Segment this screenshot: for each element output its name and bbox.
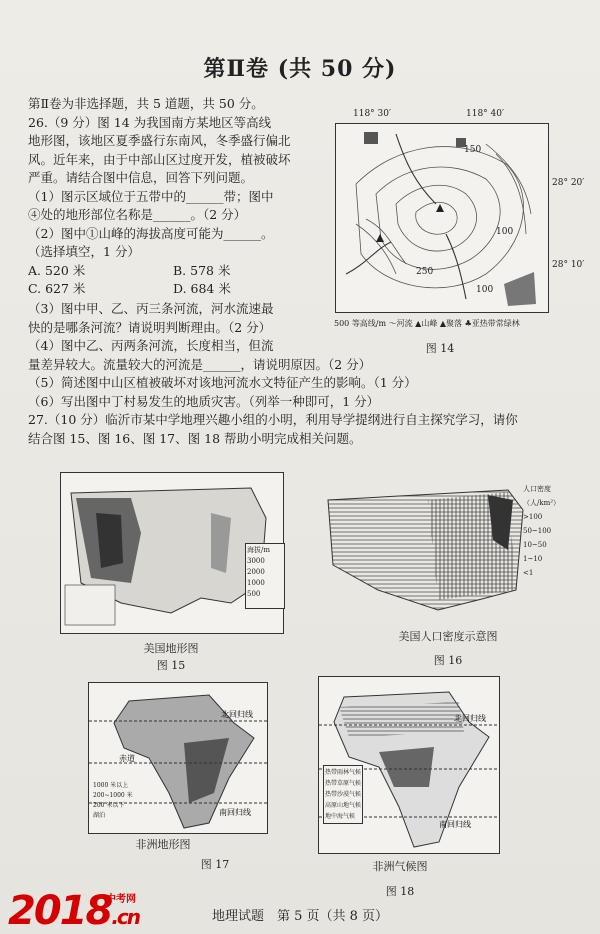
- q27-line: 结合图 15、图 16、图 17、图 18 帮助小明完成相关问题。: [28, 430, 362, 446]
- option-a: A. 520 米: [28, 262, 86, 278]
- figure-15-us-terrain-map: [60, 472, 284, 634]
- q26-line: （4）图中乙、丙两条河流，长度相当，但流: [28, 338, 274, 353]
- question-26: [28, 95, 333, 299]
- figure-14-caption: 图 14: [425, 342, 455, 355]
- q26-line: 严重。请结合图中信息，回答下列问题。: [28, 170, 254, 185]
- latitude-label: 28° 20′: [552, 178, 585, 188]
- contour-label: 250: [416, 267, 434, 277]
- tropic-cancer-label: 北回归线: [221, 710, 253, 719]
- longitude-label: 118° 30′: [353, 109, 392, 119]
- q26-options: [28, 262, 333, 299]
- q26-line: （选择填空，1 分）: [28, 244, 140, 259]
- figure-15-name: 美国地形图: [143, 642, 199, 655]
- contour-label: 150: [464, 145, 482, 155]
- page-footer: 地理试题 第 5 页（共 8 页）: [211, 909, 389, 924]
- africa-terrain-legend: 1000 米以上 200~1000 米 200 米以下 湖泊: [93, 782, 133, 819]
- site-watermark-logo: 2018.cn 中考网: [8, 888, 140, 934]
- option-d: D. 684 米: [173, 281, 231, 296]
- equator-label: 赤道: [119, 754, 135, 763]
- figure-16-caption: 图 16: [433, 654, 463, 667]
- figure-17-name: 非洲地形图: [135, 838, 191, 851]
- q26-line: 风。近年来，由于中部山区过度开发，植被破坏: [28, 151, 291, 167]
- tropic-capricorn-label: 南回归线: [219, 808, 251, 817]
- terrain-legend: 海拔/m 3000 2000 1000 500: [245, 543, 285, 609]
- mountain-peak-icon: [436, 204, 444, 212]
- climate-legend: 热带雨林气候 热带草原气候 热带沙漠气候 高原山地气候 地中海气候: [323, 765, 363, 824]
- q26-line: （5）简述图中山区植被破坏对该地河流水文特征产生的影响。（1 分）: [28, 375, 417, 390]
- q26-line: （1）图示区域位于五带中的______带；图中: [28, 188, 274, 204]
- contour-label: 100: [496, 227, 514, 237]
- figure-14-legend: 500 等高线/m ～河流 ▲山峰 ▲聚落 ♣亚热带常绿林: [334, 319, 520, 328]
- figure-16-name: 美国人口密度示意图: [398, 630, 498, 643]
- mountain-peak-icon: [376, 234, 384, 242]
- figure-15-caption: 图 15: [156, 659, 186, 672]
- q26-line: （2）图中①山峰的海拔高度可能为______。: [28, 225, 274, 241]
- figure-16-us-population-map: [318, 470, 578, 618]
- option-c: C. 627 米: [28, 281, 86, 296]
- questions-lower: [28, 300, 588, 448]
- q27-line: 27.（10 分）临沂市某中学地理兴趣小组的小明，利用导学提纲进行自主探究学习，请你: [28, 412, 518, 427]
- population-legend: 人口密度（人/km²） >100 50~100 10~50 1~10 <1: [523, 485, 561, 577]
- q26-line: 快的是哪条河流？请说明判断理由。（2 分）: [28, 319, 272, 335]
- latitude-label: 28° 10′: [552, 260, 585, 270]
- tropic-capricorn-label: 南回归线: [439, 820, 471, 829]
- figure-18-africa-climate-map: [318, 676, 500, 854]
- section-intro: 第Ⅱ卷为非选择题，共 5 道题，共 50 分。: [28, 96, 264, 111]
- q26-line: （3）图中甲、乙、丙三条河流，河水流速最: [28, 301, 274, 316]
- option-b: B. 578 米: [173, 262, 231, 278]
- contour-map-graphic: [336, 124, 548, 312]
- longitude-label: 118° 40′: [466, 109, 505, 119]
- q26-line: （6）写出图中丁村易发生的地质灾害。（列举一种即可，1 分）: [28, 393, 380, 409]
- figure-14-contour-map: [335, 123, 549, 313]
- contour-label: 100: [476, 285, 494, 295]
- settlement-icon: [364, 132, 378, 144]
- figure-18-name: 非洲气候图: [372, 860, 428, 873]
- section-title: 第Ⅱ卷 (共 50 分): [203, 56, 397, 82]
- q26-line: ④处的地形部位名称是______。（2 分）: [28, 207, 247, 222]
- figure-17-africa-terrain-map: [88, 682, 268, 834]
- q26-line: 26.（9 分）图 14 为我国南方某地区等高线: [28, 114, 272, 130]
- tropic-cancer-label: 北回归线: [454, 714, 486, 723]
- q26-line: 量差异较大。流量较大的河流是______，请说明原因。（2 分）: [28, 356, 372, 372]
- q26-line: 地形图，该地区夏季盛行东南风，冬季盛行偏北: [28, 133, 291, 148]
- figure-17-caption: 图 17: [200, 858, 230, 871]
- figure-18-caption: 图 18: [385, 885, 415, 898]
